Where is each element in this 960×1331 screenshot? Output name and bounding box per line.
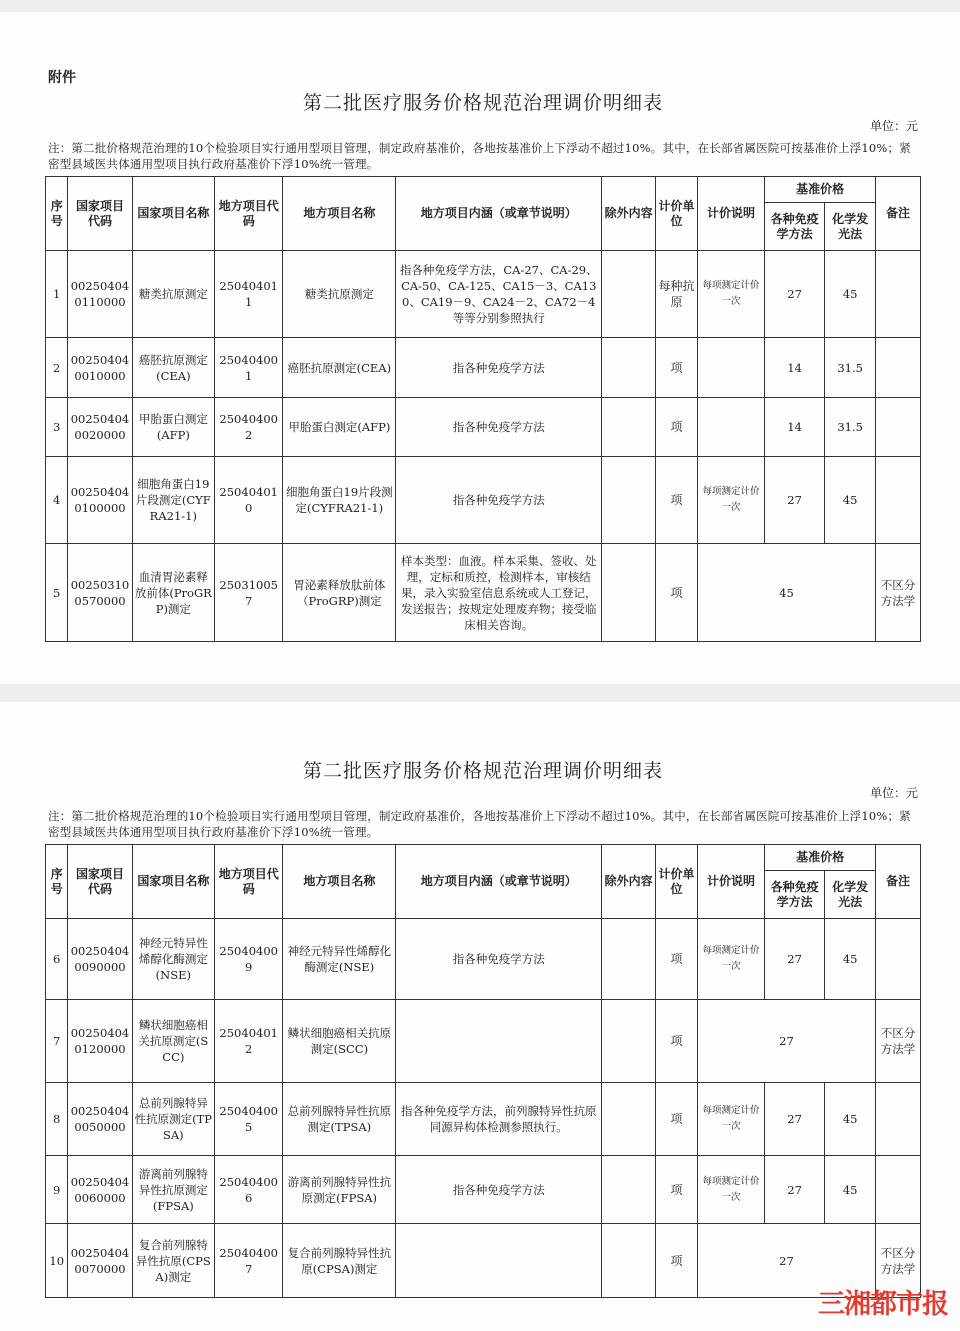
excluded-cell (602, 544, 656, 642)
header-pricing-note: 计价说明 (697, 845, 764, 919)
unit-label: 单位：元 (869, 786, 918, 800)
remark-cell (876, 1156, 921, 1224)
unified-price-cell: 45 (697, 544, 875, 642)
remark-cell: 不区分方法学 (876, 1000, 921, 1083)
local-name-cell: 复合前列腺特异性抗原(CPSA)测定 (283, 1224, 396, 1298)
header-seq: 序号 (46, 845, 68, 919)
header-national-name: 国家项目名称 (132, 177, 215, 251)
header-national-code: 国家项目代码 (68, 845, 132, 919)
local-code-cell: 250404007 (215, 1224, 283, 1298)
connotation-cell: 指各种免疫学方法 (396, 338, 602, 398)
local-code-cell: 250310057 (215, 544, 283, 642)
unit-cell: 项 (656, 544, 698, 642)
national-name-cell: 甲胎蛋白测定(AFP) (132, 398, 215, 457)
header-pricing-unit: 计价单位 (656, 845, 698, 919)
local-code-cell: 250404002 (215, 398, 283, 457)
connotation-cell: 指各种免疫学方法 (396, 457, 602, 544)
chemi-price-cell: 45 (825, 457, 876, 544)
seq-cell: 10 (46, 1224, 68, 1298)
table-row (46, 544, 921, 642)
remark-cell (876, 398, 921, 457)
national-code-cell: 00250404 0100000 (68, 457, 132, 544)
unit-cell: 项 (656, 1000, 698, 1083)
header-immuno: 各种免疫学方法 (765, 203, 825, 251)
immuno-price-cell: 27 (765, 457, 825, 544)
excluded-cell (602, 251, 656, 338)
immuno-price-cell: 27 (765, 251, 825, 338)
national-code-cell: 00250404 0090000 (68, 919, 132, 1000)
local-name-cell: 细胞角蛋白19片段测定(CYFRA21-1) (283, 457, 396, 544)
seq-cell: 5 (46, 544, 68, 642)
national-code-cell: 00250404 0070000 (68, 1224, 132, 1298)
newspaper-watermark-logo: 三湘都市报 (818, 1289, 948, 1320)
remark-cell: 不区分方法学 (876, 544, 921, 642)
table-row (46, 251, 921, 338)
national-name-cell: 细胞角蛋白19片段测定(CYFRA21-1) (132, 457, 215, 544)
seq-cell: 4 (46, 457, 68, 544)
national-code-cell: 00250310 0570000 (68, 544, 132, 642)
local-code-cell: 250404012 (215, 1000, 283, 1083)
seq-cell: 7 (46, 1000, 68, 1083)
header-chemi: 化学发光法 (825, 871, 876, 919)
national-code-cell: 00250404 0020000 (68, 398, 132, 457)
attachment-label: 附件 (48, 70, 76, 86)
header-remark: 备注 (876, 177, 921, 251)
local-code-cell: 250404009 (215, 919, 283, 1000)
national-name-cell: 癌胚抗原测定(CEA) (132, 338, 215, 398)
immuno-price-cell: 27 (765, 919, 825, 1000)
pricing-note-cell: 每项测定计价一次 (697, 251, 764, 338)
header-local-code: 地方项目代码 (215, 177, 283, 251)
header-local-name: 地方项目名称 (283, 845, 396, 919)
immuno-price-cell: 14 (765, 398, 825, 457)
excluded-cell (602, 1083, 656, 1156)
chemi-price-cell: 45 (825, 251, 876, 338)
unified-price-cell: 27 (697, 1224, 875, 1298)
pricing-note-cell (697, 398, 764, 457)
local-code-cell: 250404005 (215, 1083, 283, 1156)
connotation-cell: 指各种免疫学方法，前列腺特异性抗原同源异构体检测参照执行。 (396, 1083, 602, 1156)
national-name-cell: 鳞状细胞癌相关抗原测定(SCC) (132, 1000, 215, 1083)
immuno-price-cell: 27 (765, 1083, 825, 1156)
remark-cell (876, 919, 921, 1000)
excluded-cell (602, 919, 656, 1000)
local-name-cell: 胃泌素释放肽前体（ProGRP)测定 (283, 544, 396, 642)
remark-cell (876, 457, 921, 544)
seq-cell: 2 (46, 338, 68, 398)
national-code-cell: 00250404 0010000 (68, 338, 132, 398)
header-national-name: 国家项目名称 (132, 845, 215, 919)
connotation-cell: 指各种免疫学方法 (396, 398, 602, 457)
excluded-cell (602, 1156, 656, 1224)
chemi-price-cell: 45 (825, 1156, 876, 1224)
unit-label: 单位：元 (869, 119, 918, 133)
remark-cell (876, 338, 921, 398)
chemi-price-cell: 45 (825, 1083, 876, 1156)
table-row (46, 398, 921, 457)
table-row (46, 919, 921, 1000)
seq-cell: 8 (46, 1083, 68, 1156)
unit-cell: 项 (656, 1156, 698, 1224)
national-code-cell: 00250404 0050000 (68, 1083, 132, 1156)
header-connotation: 地方项目内涵（或章节说明） (396, 177, 602, 251)
connotation-cell: 指各种免疫学方法，CA-27、CA-29、CA-50、CA-125、CA15－3、CA130、CA19－9、CA24－2、CA72－4等等分别参照执行 (396, 251, 602, 338)
national-name-cell: 血清胃泌素释放前体(ProGRP)测定 (132, 544, 215, 642)
connotation-cell: 样本类型：血液。样本采集、签收、处理，定标和质控，检测样本，审核结果，录入实验室信息系统或人工登记，发送报告；按规定处理废弃物；接受临床相关咨询。 (396, 544, 602, 642)
connotation-cell (396, 1000, 602, 1083)
table-row (46, 457, 921, 544)
header-excluded: 除外内容 (602, 845, 656, 919)
unit-cell: 项 (656, 398, 698, 457)
doc-title: 第二批医疗服务价格规范治理调价明细表 (302, 760, 663, 782)
table-row (46, 1083, 921, 1156)
connotation-cell (396, 1224, 602, 1298)
local-name-cell: 游离前列腺特异性抗原测定(FPSA) (283, 1156, 396, 1224)
national-name-cell: 游离前列腺特异性抗原测定(FPSA) (132, 1156, 215, 1224)
national-code-cell: 00250404 0060000 (68, 1156, 132, 1224)
document-page-1 (0, 12, 960, 684)
pricing-note-cell (697, 338, 764, 398)
local-code-cell: 250404011 (215, 251, 283, 338)
chemi-price-cell: 45 (825, 919, 876, 1000)
unit-cell: 项 (656, 338, 698, 398)
national-name-cell: 复合前列腺特异性抗原(CPSA)测定 (132, 1224, 215, 1298)
doc-title: 第二批医疗服务价格规范治理调价明细表 (302, 92, 663, 114)
excluded-cell (602, 398, 656, 457)
seq-cell: 9 (46, 1156, 68, 1224)
header-national-code: 国家项目代码 (68, 177, 132, 251)
immuno-price-cell: 14 (765, 338, 825, 398)
local-code-cell: 250404006 (215, 1156, 283, 1224)
local-name-cell: 鳞状细胞癌相关抗原测定(SCC) (283, 1000, 396, 1083)
header-chemi: 化学发光法 (825, 203, 876, 251)
note-text: 注：第二批价格规范治理的10个检验项目实行通用型项目管理，制定政府基准价，各地按基准价上下浮动不超过10%。其中，在长部省属医院可按基准价上浮10%；紧密型县域医共体通用型项目执行政府基准价下浮10%统一管理。 (48, 141, 911, 171)
note-text: 注：第二批价格规范治理的10个检验项目实行通用型项目管理，制定政府基准价，各地按基准价上下浮动不超过10%。其中，在长部省属医院可按基准价上浮10%；紧密型县域医共体通用型项目执行政府基准价下浮10%统一管理。 (48, 809, 911, 839)
remark-cell: 不区分方法学 (876, 1224, 921, 1298)
national-code-cell: 00250404 0120000 (68, 1000, 132, 1083)
national-name-cell: 神经元特异性烯醇化酶测定(NSE) (132, 919, 215, 1000)
unit-cell: 项 (656, 457, 698, 544)
local-name-cell: 糖类抗原测定 (283, 251, 396, 338)
price-table (45, 176, 921, 642)
local-name-cell: 甲胎蛋白测定(AFP) (283, 398, 396, 457)
chemi-price-cell: 31.5 (825, 398, 876, 457)
table-row (46, 1156, 921, 1224)
excluded-cell (602, 1224, 656, 1298)
national-name-cell: 糖类抗原测定 (132, 251, 215, 338)
unit-cell: 项 (656, 1224, 698, 1298)
header-excluded: 除外内容 (602, 177, 656, 251)
price-table (45, 844, 921, 1298)
pricing-note-cell: 每项测定计价一次 (697, 457, 764, 544)
local-code-cell: 250404010 (215, 457, 283, 544)
excluded-cell (602, 1000, 656, 1083)
immuno-price-cell: 27 (765, 1156, 825, 1224)
header-local-code: 地方项目代码 (215, 845, 283, 919)
unit-cell: 项 (656, 1083, 698, 1156)
excluded-cell (602, 338, 656, 398)
connotation-cell: 指各种免疫学方法 (396, 1156, 602, 1224)
pricing-note-cell: 每项测定计价一次 (697, 1156, 764, 1224)
unit-cell: 项 (656, 919, 698, 1000)
header-seq: 序号 (46, 177, 68, 251)
header-remark: 备注 (876, 845, 921, 919)
local-code-cell: 250404001 (215, 338, 283, 398)
seq-cell: 6 (46, 919, 68, 1000)
table-row (46, 1224, 921, 1298)
connotation-cell: 指各种免疫学方法 (396, 919, 602, 1000)
unit-cell: 每种抗原 (656, 251, 698, 338)
local-name-cell: 癌胚抗原测定(CEA) (283, 338, 396, 398)
document-page-2 (0, 702, 960, 1331)
pricing-note-cell: 每项测定计价一次 (697, 919, 764, 1000)
national-name-cell: 总前列腺特异性抗原测定(TPSA) (132, 1083, 215, 1156)
table-row (46, 1000, 921, 1083)
local-name-cell: 神经元特异性烯醇化酶测定(NSE) (283, 919, 396, 1000)
header-connotation: 地方项目内涵（或章节说明） (396, 845, 602, 919)
seq-cell: 1 (46, 251, 68, 338)
excluded-cell (602, 457, 656, 544)
remark-cell (876, 251, 921, 338)
pricing-note-cell: 每项测定计价一次 (697, 1083, 764, 1156)
header-base-price: 基准价格 (765, 177, 876, 203)
seq-cell: 3 (46, 398, 68, 457)
header-base-price: 基准价格 (765, 845, 876, 871)
table-row (46, 338, 921, 398)
header-local-name: 地方项目名称 (283, 177, 396, 251)
local-name-cell: 总前列腺特异性抗原测定(TPSA) (283, 1083, 396, 1156)
chemi-price-cell: 31.5 (825, 338, 876, 398)
remark-cell (876, 1083, 921, 1156)
unified-price-cell: 27 (697, 1000, 875, 1083)
header-pricing-unit: 计价单位 (656, 177, 698, 251)
national-code-cell: 00250404 0110000 (68, 251, 132, 338)
header-pricing-note: 计价说明 (697, 177, 764, 251)
header-immuno: 各种免疫学方法 (765, 871, 825, 919)
